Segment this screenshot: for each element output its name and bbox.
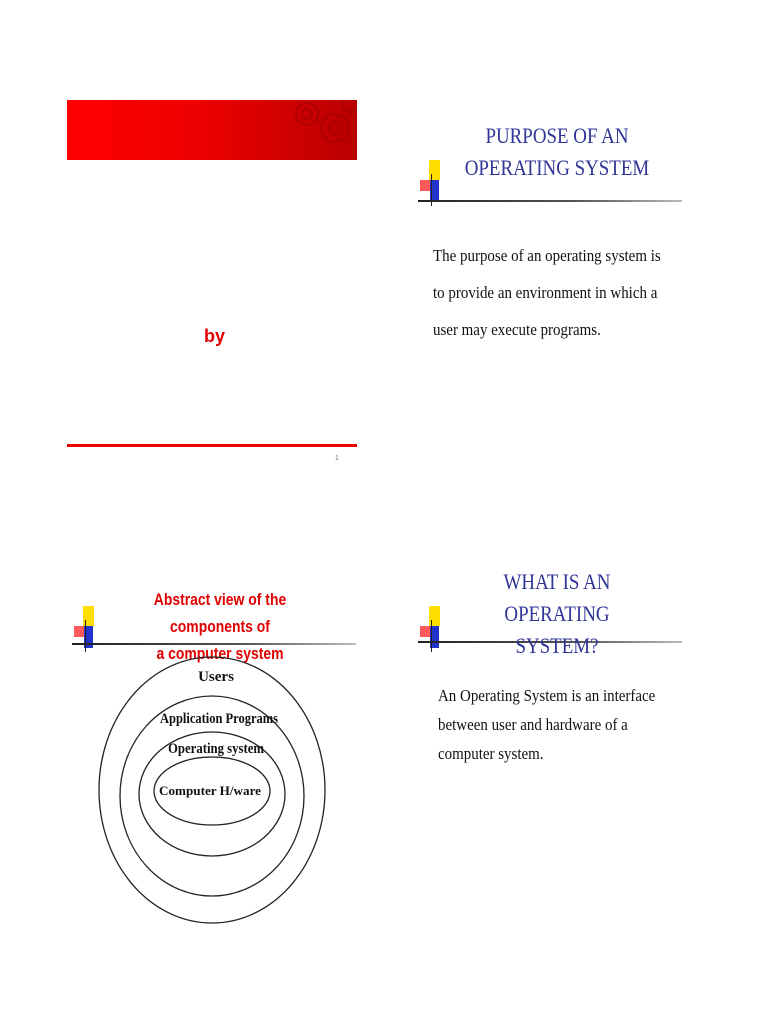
slide-title xyxy=(450,566,665,662)
operating-system-label: Operating system xyxy=(168,741,265,757)
body-line: An Operating System is an interface xyxy=(438,686,656,705)
title-line: WHAT IS AN OPERATING xyxy=(503,569,611,626)
bullet-squares-icon xyxy=(72,606,106,652)
layer-diagram xyxy=(96,654,328,926)
title-line: PURPOSE OF AN xyxy=(485,123,629,148)
body-line: between user and hardware of a xyxy=(438,715,628,734)
slide-body xyxy=(433,237,661,348)
bullet-squares-icon xyxy=(418,606,452,652)
footer-rule xyxy=(67,444,357,447)
body-line: computer system. xyxy=(438,744,544,763)
slide-1 xyxy=(67,100,357,470)
slide-body xyxy=(438,681,655,768)
title-underline xyxy=(418,200,682,202)
by-label: by xyxy=(204,326,226,346)
body-line: to provide an environment in which a xyxy=(433,283,658,302)
page-number: 1 xyxy=(335,455,339,462)
title-banner xyxy=(67,100,357,160)
title-line: SYSTEM? xyxy=(515,633,599,658)
title-line: a computer system xyxy=(156,644,284,663)
users-label: Users xyxy=(198,669,234,685)
computer-hardware-label: Computer H/ware xyxy=(159,783,262,798)
slide-title xyxy=(450,120,665,184)
body-line: user may execute programs. xyxy=(433,320,601,339)
body-line: The purpose of an operating system is xyxy=(433,246,661,265)
application-programs-label: Application Programs xyxy=(160,711,279,727)
gear-decoration-icon xyxy=(277,100,357,160)
title-line: OPERATING SYSTEM xyxy=(464,155,650,180)
title-line: Abstract view of the components of xyxy=(153,590,287,636)
